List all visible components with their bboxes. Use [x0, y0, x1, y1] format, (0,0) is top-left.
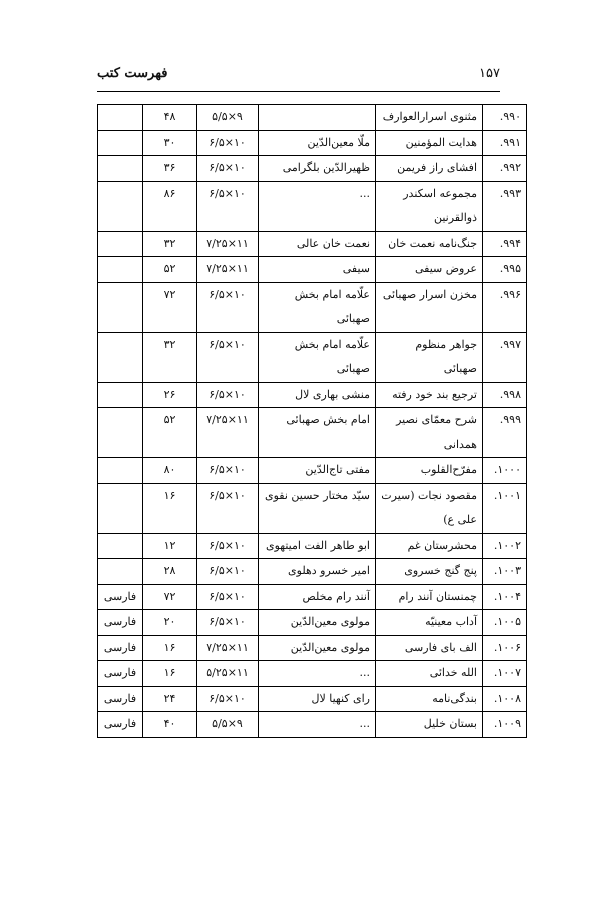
- book-language: [98, 257, 143, 283]
- book-size: ۱۱×۵/۲۵: [197, 661, 259, 687]
- entry-number: ۱۰۰۱.: [483, 483, 527, 533]
- book-title: محشرستان غم: [376, 533, 483, 559]
- book-author: نعمت خان عالی: [259, 231, 376, 257]
- entry-number: ۱۰۰۲.: [483, 533, 527, 559]
- entry-number: ۹۹۸.: [483, 382, 527, 408]
- table-row: [98, 458, 527, 484]
- page-count: ۱۶: [143, 483, 197, 533]
- table-row: [98, 105, 527, 131]
- book-author: امام بخش صهبائی: [259, 408, 376, 458]
- book-title: جواهر منظوم صهبائی: [376, 332, 483, 382]
- page-count: ۲۴: [143, 686, 197, 712]
- book-language: [98, 332, 143, 382]
- book-title: مخزن اسرار صهبائی: [376, 282, 483, 332]
- book-language: [98, 156, 143, 182]
- book-title: هدایت المؤمنین: [376, 130, 483, 156]
- book-size: ۱۰×۶/۵: [197, 559, 259, 585]
- book-size: ۱۰×۶/۵: [197, 458, 259, 484]
- entry-number: ۱۰۰۴.: [483, 584, 527, 610]
- book-size: ۱۰×۶/۵: [197, 382, 259, 408]
- book-author: ظهیرالدّین بلگرامی: [259, 156, 376, 182]
- book-author: مولوی معین‌الدّین: [259, 635, 376, 661]
- book-author: علّامه امام بخش صهبائی: [259, 282, 376, 332]
- page-count: ۱۶: [143, 661, 197, 687]
- table-row: [98, 231, 527, 257]
- page-count: ۵۲: [143, 257, 197, 283]
- table-row: [98, 559, 527, 585]
- book-author: ...: [259, 712, 376, 738]
- book-size: ۱۰×۶/۵: [197, 156, 259, 182]
- entry-number: ۹۹۴.: [483, 231, 527, 257]
- book-language: [98, 382, 143, 408]
- entry-number: ۱۰۰۹.: [483, 712, 527, 738]
- running-title: فهرست کتب: [97, 66, 168, 81]
- catalog-body: [98, 105, 527, 738]
- header-rule: [97, 91, 500, 92]
- book-language: [98, 130, 143, 156]
- entry-number: ۹۹۵.: [483, 257, 527, 283]
- entry-number: ۱۰۰۶.: [483, 635, 527, 661]
- book-title: شرح معمّای نصیر همدانی: [376, 408, 483, 458]
- page-count: ۴۸: [143, 105, 197, 131]
- page-count: ۲۰: [143, 610, 197, 636]
- entry-number: ۹۹۱.: [483, 130, 527, 156]
- table-row: [98, 712, 527, 738]
- page-count: ۷۲: [143, 584, 197, 610]
- page-count: ۱۲: [143, 533, 197, 559]
- book-language: [98, 282, 143, 332]
- page-count: ۳۲: [143, 231, 197, 257]
- entry-number: ۹۹۷.: [483, 332, 527, 382]
- page-count: ۳۰: [143, 130, 197, 156]
- book-title: الف بای فارسی: [376, 635, 483, 661]
- book-language: [98, 105, 143, 131]
- entry-number: ۹۹۶.: [483, 282, 527, 332]
- book-size: ۱۰×۶/۵: [197, 610, 259, 636]
- table-row: [98, 332, 527, 382]
- table-row: [98, 156, 527, 182]
- book-language: [98, 533, 143, 559]
- book-author: آنند رام مخلص: [259, 584, 376, 610]
- table-row: [98, 130, 527, 156]
- book-size: ۱۰×۶/۵: [197, 533, 259, 559]
- page-count: ۲۸: [143, 559, 197, 585]
- book-title: آداب معینیّه: [376, 610, 483, 636]
- book-author: امیر خسرو دهلوی: [259, 559, 376, 585]
- book-author: سیفی: [259, 257, 376, 283]
- book-author: منشی بهاری لال: [259, 382, 376, 408]
- book-language: فارسی: [98, 686, 143, 712]
- book-author: ابو طاهر الفت امیتهوی: [259, 533, 376, 559]
- book-author: سیّد مختار حسین نقوی: [259, 483, 376, 533]
- book-language: [98, 231, 143, 257]
- page-header: [97, 64, 500, 86]
- book-size: ۱۰×۶/۵: [197, 130, 259, 156]
- entry-number: ۱۰۰۸.: [483, 686, 527, 712]
- book-language: فارسی: [98, 635, 143, 661]
- book-title: مفرّح‌القلوب: [376, 458, 483, 484]
- book-language: [98, 408, 143, 458]
- entry-number: ۹۹۰.: [483, 105, 527, 131]
- book-title: پنج گنج خسروی: [376, 559, 483, 585]
- book-author: [259, 105, 376, 131]
- book-language: [98, 483, 143, 533]
- page-count: ۴۰: [143, 712, 197, 738]
- book-size: ۱۱×۷/۲۵: [197, 257, 259, 283]
- book-size: ۱۱×۷/۲۵: [197, 635, 259, 661]
- book-size: ۱۰×۶/۵: [197, 282, 259, 332]
- book-language: [98, 458, 143, 484]
- book-language: [98, 181, 143, 231]
- table-row: [98, 282, 527, 332]
- book-language: فارسی: [98, 661, 143, 687]
- book-title: مقصود نجات (سیرت علی ع): [376, 483, 483, 533]
- table-row: [98, 686, 527, 712]
- table-row: [98, 483, 527, 533]
- book-title: الله خدائی: [376, 661, 483, 687]
- book-title: بستان خلیل: [376, 712, 483, 738]
- table-row: [98, 181, 527, 231]
- book-author: علّامه امام بخش صهبائی: [259, 332, 376, 382]
- book-size: ۱۱×۷/۲۵: [197, 408, 259, 458]
- table-row: [98, 533, 527, 559]
- entry-number: ۹۹۳.: [483, 181, 527, 231]
- entry-number: ۱۰۰۷.: [483, 661, 527, 687]
- book-size: ۱۰×۶/۵: [197, 686, 259, 712]
- book-title: ترجیع بند خود رفته: [376, 382, 483, 408]
- page-count: ۸۶: [143, 181, 197, 231]
- book-language: فارسی: [98, 584, 143, 610]
- book-title: چمنستان آنند رام: [376, 584, 483, 610]
- book-language: فارسی: [98, 610, 143, 636]
- book-size: ۹×۵/۵: [197, 712, 259, 738]
- catalog-table: [97, 104, 527, 738]
- entry-number: ۱۰۰۳.: [483, 559, 527, 585]
- book-language: [98, 559, 143, 585]
- book-size: ۱۰×۶/۵: [197, 584, 259, 610]
- entry-number: ۱۰۰۵.: [483, 610, 527, 636]
- book-size: ۱۰×۶/۵: [197, 332, 259, 382]
- table-row: [98, 408, 527, 458]
- book-author: مفتی تاج‌الدّین: [259, 458, 376, 484]
- table-row: [98, 382, 527, 408]
- book-author: ...: [259, 661, 376, 687]
- book-author: رای کنهیا لال: [259, 686, 376, 712]
- page-count: ۲۶: [143, 382, 197, 408]
- page-number: ۱۵۷: [479, 66, 500, 81]
- page-count: ۵۲: [143, 408, 197, 458]
- page-count: ۸۰: [143, 458, 197, 484]
- entry-number: ۱۰۰۰.: [483, 458, 527, 484]
- book-title: افشای راز فریمن: [376, 156, 483, 182]
- table-row: [98, 610, 527, 636]
- page-count: ۳۲: [143, 332, 197, 382]
- book-author: مولوی معین‌الدّین: [259, 610, 376, 636]
- book-size: ۹×۵/۵: [197, 105, 259, 131]
- book-author: ملّا معین‌الدّین: [259, 130, 376, 156]
- page-count: ۳۶: [143, 156, 197, 182]
- entry-number: ۹۹۲.: [483, 156, 527, 182]
- table-row: [98, 661, 527, 687]
- book-title: عروض سیفی: [376, 257, 483, 283]
- page-count: ۷۲: [143, 282, 197, 332]
- book-author: ...: [259, 181, 376, 231]
- table-row: [98, 584, 527, 610]
- book-size: ۱۰×۶/۵: [197, 483, 259, 533]
- table-row: [98, 635, 527, 661]
- book-title: مجموعه اسکندر ذوالقرنین: [376, 181, 483, 231]
- book-size: ۱۰×۶/۵: [197, 181, 259, 231]
- table-row: [98, 257, 527, 283]
- book-title: مثنوی اسرارالعوارف: [376, 105, 483, 131]
- book-size: ۱۱×۷/۲۵: [197, 231, 259, 257]
- book-title: بندگی‌نامه: [376, 686, 483, 712]
- book-language: فارسی: [98, 712, 143, 738]
- entry-number: ۹۹۹.: [483, 408, 527, 458]
- book-title: جنگ‌نامه نعمت خان: [376, 231, 483, 257]
- page-count: ۱۶: [143, 635, 197, 661]
